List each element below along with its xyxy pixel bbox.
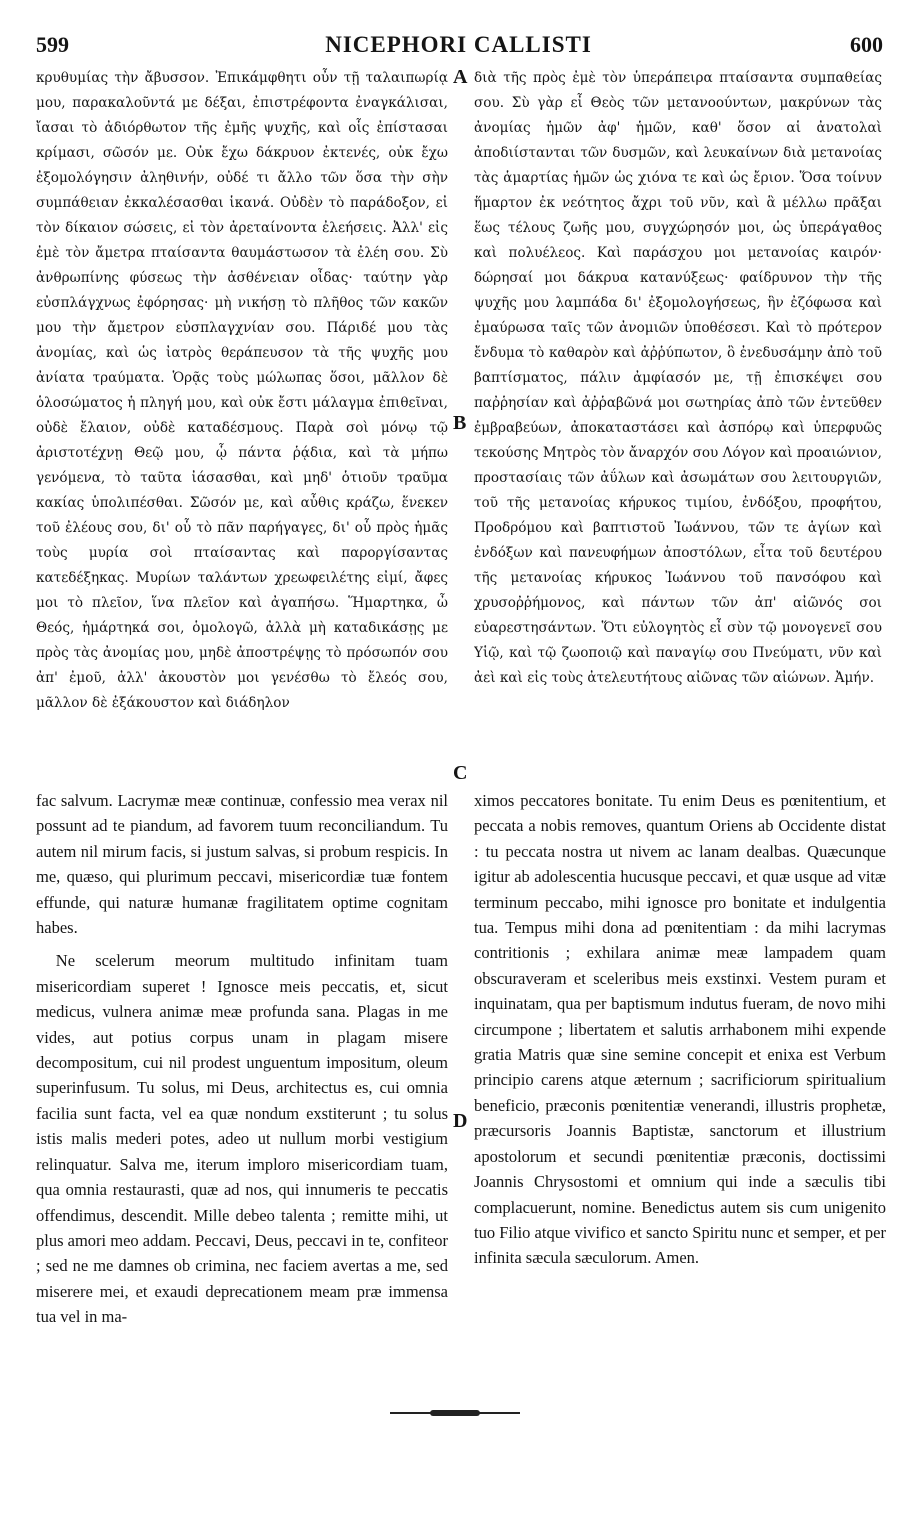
- latin-paragraph-1: fac salvum. Lacrymæ meæ continuæ, confessio mea verax nil possunt ad te piandum, ad favorem tuum reconciliandum. Tu autem nil mirum facis, si justum salvas, si probum respicis. In me, quæso, qui plurimum peccavi, misericordiæ tuæ fontem effunde, qui naturæ humanæ fragilitatem optime cognitam habes.: [36, 791, 448, 938]
- section-marker-a: A: [453, 66, 468, 88]
- latin-column-right: [474, 788, 886, 1333]
- page-header: [0, 30, 917, 70]
- section-marker-d: D: [453, 1110, 468, 1132]
- greek-text-right: διὰ τῆς πρὸς ἐμὲ τὸν ὑπεράπειρα πταίσαντα συμπαθείας σου. Σὺ γὰρ εἶ Θεὸς τῶν μετανοούντων, μακρύνων τὰς ἀνομίας ἡμῶν ἀφ' ἡμῶν, καθ' ὅσον αἱ ἀνατολαὶ ἀποδιίστανται τῶν δυσμῶν, καὶ λευκαίνων διὰ μετανοίας τὰς ἁμαρτίας ἡμῶν ὡς χιόνα τε καὶ ὡς ἔριον. Ὅσα τοίνυν ἥμαρτον ἐκ νεότητος ἄχρι τοῦ νῦν, καὶ ἃ μέλλω πρᾶξαι ἕως τέλους ζωῆς μου, συγχώρησόν μοι, ὡς ὑπεράγαθος καὶ πολυέλεος. Καὶ παράσχου μοι μετανοίας καιρόν· δώρησαί μοι δάκρυα κατανύξεως· φαίδρυνον τὴν τῆς ψυχῆς μου λαμπάδα δι' ἐξομολογήσεως, ἣν ἐζόφωσα καὶ ἐμαύρωσα ταῖς τῶν ἀνομιῶν ὑποθέσεσι. Καὶ τὸ πρότερον ἔνδυμα τὸ καθαρὸν καὶ ἀῤῥύπωτον, ὃ ἐνεδυσάμην ἀπὸ τοῦ βαπτίσματος, πάλιν ἀμφίασόν με, τῇ ἐπισκέψει σου παῤῥησίαν καὶ ἀῤῥαβῶνά μοι σωτηρίας ἀπὸ τῶν ἐντεῦθεν ἐμβραβεύων, ἀποκαταστάσει καὶ ἀσπόρῳ καὶ ὑπερφυῶς τεκούσης Μητρὸς τὸν ἄναρχόν σου Λόγον καὶ προαιώνιον, προστασίαις τῶν ἀΰλων καὶ ἀσωμάτων σου λειτουργιῶν, τοῦ τῆς μετανοίας κήρυκος τιμίου, ἐνδόξου, προφήτου, Προδρόμου καὶ βαπτιστοῦ Ἰωάννου, τῶν τε ἁγίων καὶ ἐνδόξων καὶ πανευφήμων ἀποστόλων, εἶτα τοῦ δευτέρου τῆς μετανοίας κήρυκος Ἰωάννου τοῦ πανσόφου καὶ χρυσοῤῥήμονος, καὶ πάντων τῶν ἀπ' αἰῶνός σοι εὐαρεστησάντων. Ὅτι εὐλογητὸς εἶ σὺν τῷ μονογενεῖ σου Υἱῷ, καὶ τῷ ζωοποιῷ καὶ παναγίῳ σου Πνεύματι, νῦν καὶ ἀεὶ καὶ εἰς τοὺς ἀτελευτήτους αἰῶνας τῶν αἰώνων. Ἀμήν.: [474, 70, 882, 686]
- running-title: NICEPHORI CALLISTI: [325, 32, 592, 57]
- latin-paragraph-2: Ne scelerum meorum multitudo infinitam tuam misericordiam superet ! Ignosce meis peccatis, et, sicut medicus, vulnera animæ meæ profunda sana. Plagas in me vides, aut potius corpus unam in plagam misere decompositum, cui nil prodest unguentum impositum, oleum superinfusum. Tu solus, mi Deus, architectus es, cui omnia facilia sunt facta, vel ea quæ nondum exstiterunt ; tu solus istis malis mederi potes, adeo ut nullum morbi vestigium relinquatur. Salva me, iterum imploro misericordiam tuam, qua omnia restaurasti, quæ ad nos, qui innumeris te peccatis offendimus, descendit. Mille debeo talenta ; remitte mihi, ut plus amori meo addam. Peccavi, Deus, peccavi in te, confiteor ; sed ne me damnes ob crimina, nec faciem avertas a me, sed miserere mei, et exaudi deprecationem meam præ immensa tua vel in ma-: [36, 951, 448, 1327]
- end-ornament-rule: [390, 1405, 520, 1421]
- latin-text-right: ximos peccatores bonitate. Tu enim Deus es pœnitentium, et peccata a nobis removes, quantum Oriens ab Occidente distat : tu peccata nostra ut nivem ac lanam dealbas. Quæcunque igitur ab adolescentia hucusque peccavi, et quæ usque ad vitæ terminum peccabo, mihi ignosce pro bonitate et indulgentia tua. Tempus mihi dona ad pœnitentiam : da mihi lacrymas contritionis ; exhilara animæ meæ lampadem quam obscuraveram et sceleribus meis exstinxi. Vestem puram et inquinatam, qua per baptismum indutus fueram, de novo mihi circumpone ; libertatem et salutis arrhabonem mihi expende gratia Matris quæ sine semine concepit et enixa est Verbum principio carens atque æternum ; sacrificiorum spiritualium beneficio, præconis pœnitentiæ venerandi, illustris prophetæ, præcursoris Joannis Baptistæ, sanctorum et illustrium apostolorum et secundi pœnitentiæ præconis, doctissimi Joannis Chrysostomi et omnium qui inde a sæculis tibi complacuerunt, nomine. Benedictus autem sis cum unigenito tuo Filio atque vivifico et sancto Spiritu nunc et semper, et per infinita sæcula sæculorum. Amen.: [474, 791, 886, 1268]
- section-marker-b: B: [453, 412, 467, 434]
- greek-text-left: κρυθυμίας τὴν ἄβυσσον. Ἐπικάμφθητι οὖν τῇ ταλαιπωρίᾳ μου, παρακαλοῦντά με δέξαι, ἐπιστρέφοντα ἐναγκάλισαι, ἴασαι τὸ ἀδιόρθωτον τῆς ἐμῆς ψυχῆς, καὶ οἷς ἐπίστασαι κρίμασι, σῶσόν με. Οὐκ ἔχω δάκρυον ἐκτενές, οὐκ ἔχω ἐξομολόγησιν ἀληθινήν, οὐδέ τι ἄλλο τῶν ὅσα τὴν σὴν συμπάθειαν ἐκκαλέσασθαι ἱκανά. Οὐδὲν τὸ παράδοξον, εἰ τὸν δίκαιον σώσεις, εἰ τὸν ἀρεταίνοντα ἐλεήσεις. Ἀλλ' εἰς ἐμὲ τὸν ἄμετρα πταίσαντα θαυμάστωσον τὰ ἐλέη σου. Σὺ ἀνθρωπίνης φύσεως τὴν ἀσθένειαν οἶδας· ταύτην γὰρ εὐσπλάγχνως ἐφόρησας· μὴ νικήσῃ τὸ πλῆθος τῶν κακῶν μου τὴν ἄμετρον εὐσπλαγχνίαν σου. Πάριδέ μου τὰς ἀνομίας, καὶ ὡς ἰατρὸς θεράπευσον τὰ τῆς ψυχῆς μου ἀνίατα τραύματα. Ὁρᾷς τοὺς μώλωπας ὅσοι, μᾶλλον δὲ ὁλοσώματος ἡ πληγή μου, καὶ οὐκ ἔστι μάλαγμα ἐπιθεῖναι, οὐδὲ ἔλαιον, οὐδὲ καταδέσμους. Παρὰ σοὶ μόνῳ τῷ ἀριστοτέχνῃ Θεῷ μου, ᾧ πάντα ῥᾴδια, καὶ τὰ μήπω γενόμενα, τὸ ταῦτα ἰάσασθαι, καὶ μηδ' ὁτιοῦν τραῦμα κακίας ὑπολιπέσθαι. Σῶσόν με, καὶ αὖθις κράζω, ἕνεκεν τοῦ ἐλέους σου, δι' οὗ τὸ πᾶν παρήγαγες, δι' οὗ πρὸς ἡμᾶς τοὺς μυρία σοὶ πταίσαντας καὶ παροργίσαντας κατεδέξηκας. Μυρίων ταλάντων χρεωφειλέτης εἰμί, ἄφες μοι τὸ πλεῖον, ἵνα πλεῖον καὶ ἀγαπήσω. Ἥμαρτηκα, ὦ Θεός, ἡμάρτηκά σοι, ὁμολογῶ, ἀλλὰ μὴ καταδικάσῃς με πρὸς τὰς ἀνομίας μου, μηδὲ ἀποστρέψῃς τὸ πρόσωπόν σου ἀπ' ἐμοῦ, ἀλλ' ἀκουστὸν μοι γενέσθω τὸ ἔλεός σου, μᾶλλον δὲ ἐξάκουστον καὶ διάδηλον: [36, 70, 448, 711]
- page-number-left: 599: [36, 32, 69, 57]
- ornament-center: [430, 1410, 480, 1416]
- page-number-right: 600: [850, 32, 883, 57]
- section-marker-c: C: [453, 762, 468, 784]
- greek-column-right: [474, 66, 882, 726]
- latin-column-left: [36, 788, 448, 1358]
- greek-column-left: [36, 66, 448, 766]
